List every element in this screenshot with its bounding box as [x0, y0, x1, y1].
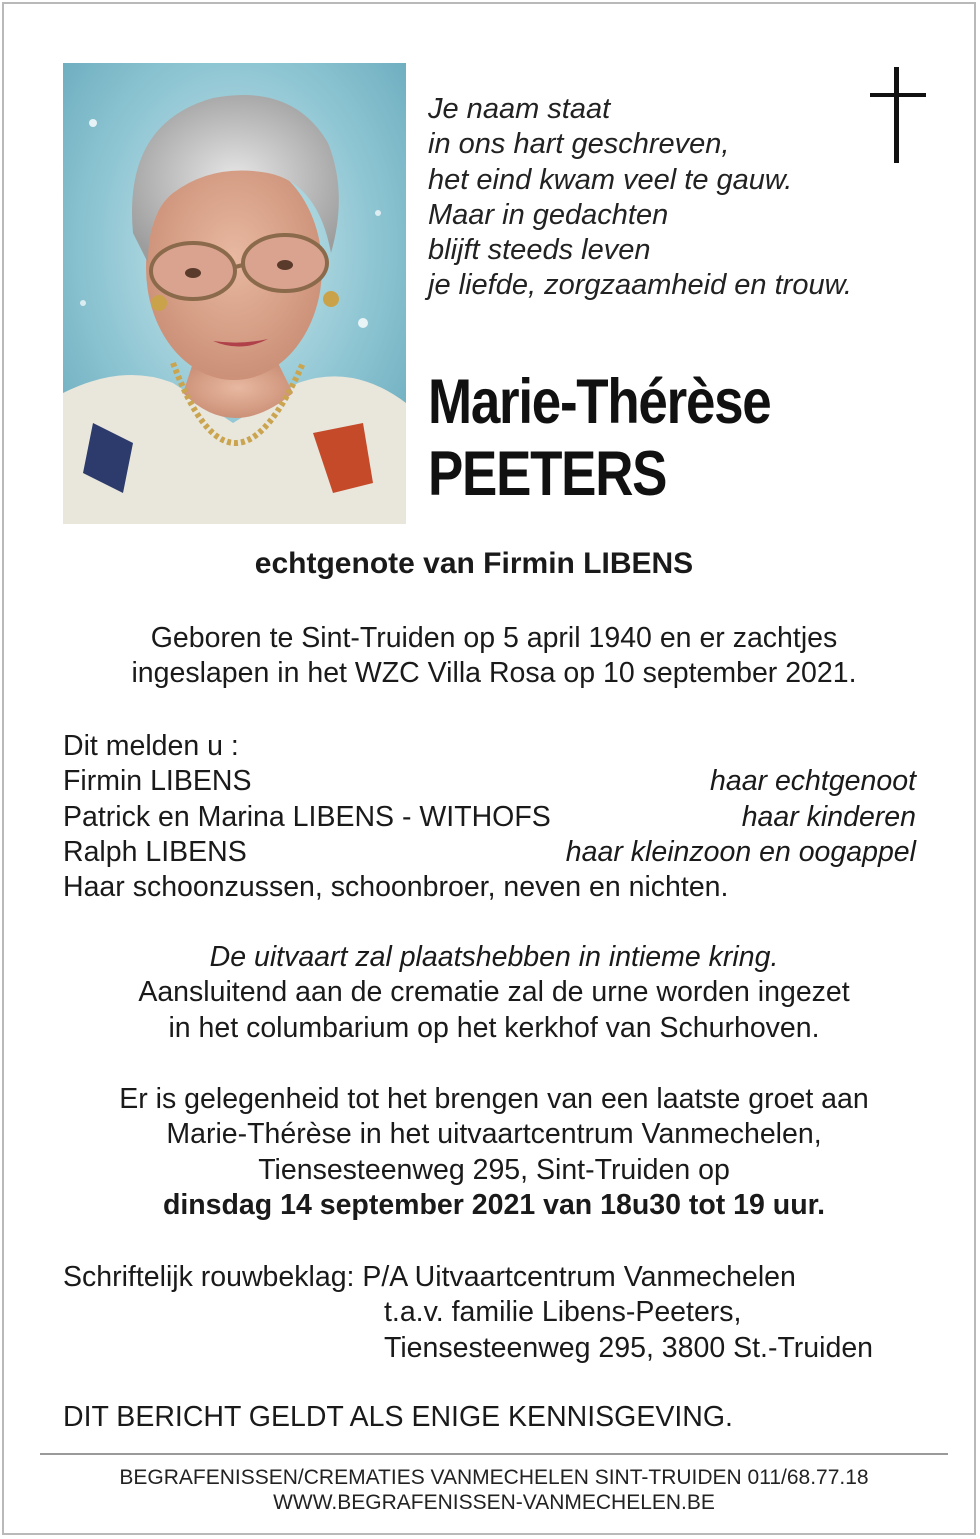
family-member-relation: haar kleinzoon en oogappel: [565, 835, 916, 868]
footer-website: WWW.BEGRAFENISSEN-VANMECHELEN.BE: [273, 1491, 715, 1514]
poem: [428, 92, 852, 304]
family-member-relation: haar kinderen: [741, 800, 916, 833]
funeral-line: De uitvaart zal plaatshebben in intieme kring.: [209, 941, 779, 973]
notice-text: DIT BERICHT GELDT ALS ENIGE KENNISGEVING.: [63, 1401, 733, 1433]
birth-death-info: [4, 621, 980, 692]
condolence-line: Schriftelijk rouwbeklag: P/A Uitvaartcentrum Vanmechelen: [63, 1261, 796, 1293]
footer-company: BEGRAFENISSEN/CREMATIES VANMECHELEN SINT-TRUIDEN 011/68.77.18: [119, 1466, 869, 1489]
condolence-line: Tiensesteenweg 295, 3800 St.-Truiden: [384, 1331, 874, 1364]
family-member-name: Patrick en Marina LIBENS - WITHOFS: [63, 800, 551, 833]
visitation-date: dinsdag 14 september 2021 van 18u30 tot 19 uur.: [162, 1188, 826, 1221]
poem-line: je liefde, zorgzaamheid en trouw.: [428, 269, 852, 302]
visitation-line: Marie-Thérèse in het uitvaartcentrum Vanmechelen,: [166, 1118, 822, 1151]
poem-line: blijft steeds leven: [428, 234, 651, 267]
funeral-line: in het columbarium op het kerkhof van Schurhoven.: [168, 1011, 820, 1044]
family-row: [63, 835, 916, 870]
funeral-line: Aansluitend aan de crematie zal de urne worden ingezet: [138, 976, 850, 1009]
family-list: [63, 729, 916, 905]
deceased-last-name: PEETERS: [428, 439, 667, 509]
family-row: [63, 764, 916, 799]
visitation-line: Er is gelegenheid tot het brengen van een laatste groet aan: [119, 1083, 869, 1115]
death-line: ingeslapen in het WZC Villa Rosa op 10 september 2021.: [131, 657, 857, 690]
deceased-name: [428, 366, 836, 510]
cross-icon: [870, 67, 926, 163]
family-member-relation: haar echtgenoot: [710, 765, 916, 798]
visitation-info: [4, 1082, 980, 1223]
family-intro: Dit melden u :: [63, 730, 239, 762]
family-others: Haar schoonzussen, schoonbroer, neven en nichten.: [63, 871, 729, 904]
obituary-card: [2, 2, 976, 1535]
poem-line: Je naam staat: [428, 93, 611, 125]
spouse-line: echtgenote van Firmin LIBENS: [254, 547, 694, 580]
poem-line: Maar in gedachten: [428, 198, 669, 231]
family-row: [63, 800, 916, 835]
visitation-line: Tiensesteenweg 295, Sint-Truiden op: [258, 1153, 730, 1186]
condolence-line: t.a.v. familie Libens-Peeters,: [384, 1296, 742, 1329]
poem-line: het eind kwam veel te gauw.: [428, 163, 793, 196]
poem-line: in ons hart geschreven,: [428, 128, 730, 161]
birth-line: Geboren te Sint-Truiden op 5 april 1940 en er zachtjes: [150, 622, 838, 654]
divider: [40, 1453, 948, 1455]
funeral-info: [4, 940, 980, 1046]
family-member-name: Firmin LIBENS: [63, 765, 252, 798]
deceased-first-name: Marie-Thérèse: [428, 367, 771, 437]
footer: [4, 1465, 980, 1515]
family-member-name: Ralph LIBENS: [63, 835, 247, 868]
portrait-photo: [63, 63, 406, 524]
condolence-address: [63, 1260, 873, 1366]
